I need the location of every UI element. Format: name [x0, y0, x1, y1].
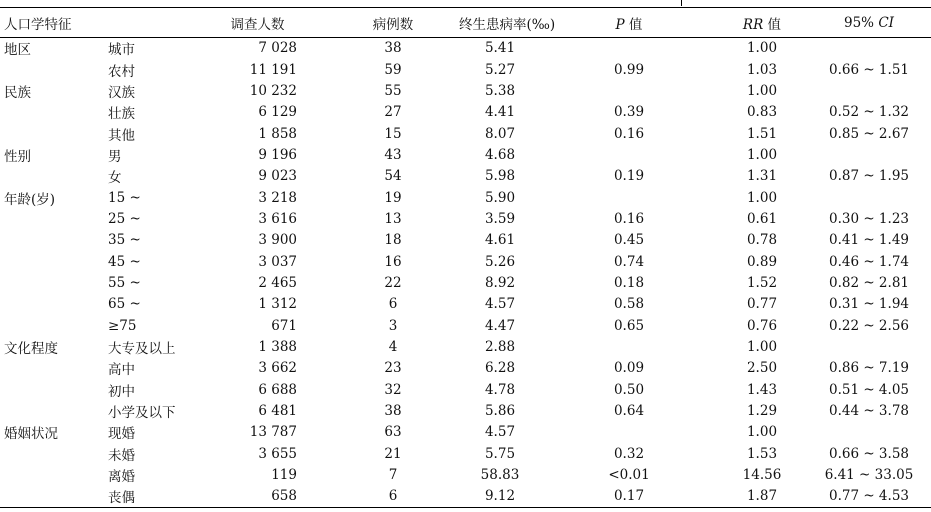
cell-group — [0, 400, 108, 421]
cell-cases: 32 — [384, 381, 402, 398]
cell-group — [0, 294, 108, 315]
cell-p — [541, 38, 717, 59]
cell-rate: 8.92 — [484, 274, 516, 291]
cell-n: 3 616 — [258, 210, 297, 227]
cell-p: 0.16 — [613, 210, 645, 227]
cell-rate: 5.26 — [484, 253, 516, 270]
table-row — [0, 336, 931, 357]
cell-ci: 0.66 ~ 3.58 — [828, 445, 909, 462]
cell-group — [0, 315, 108, 336]
cell-rr: 14.56 — [742, 467, 782, 484]
cell-rate: 6.28 — [484, 360, 516, 377]
cell-gap — [297, 208, 327, 229]
cell-p: 0.99 — [613, 61, 645, 78]
table-row — [0, 486, 931, 507]
cell-group — [0, 102, 108, 123]
cell-rate: 3.59 — [484, 210, 516, 227]
cell-group: 文化程度 — [4, 340, 58, 357]
cell-gap — [297, 187, 327, 208]
header-p-symbol: P — [615, 16, 625, 33]
cell-n: 658 — [218, 486, 297, 507]
cell-ci: 0.41 ~ 1.49 — [828, 232, 909, 249]
cell-subgroup: 25 ~ — [108, 210, 141, 227]
cell-cases: 18 — [384, 232, 402, 249]
cell-n: 9 196 — [258, 146, 297, 163]
cell-ci: 0.22 ~ 2.56 — [828, 317, 909, 334]
cell-n: 1 312 — [258, 296, 297, 313]
cell-rr: 1.51 — [746, 125, 778, 142]
cell-group — [0, 251, 108, 272]
cell-group: 地区 — [4, 42, 31, 59]
cell-rr: 1.03 — [746, 61, 778, 78]
cell-ci: 6.41 ~ 33.05 — [824, 467, 914, 484]
cell-n: 1 388 — [258, 338, 297, 355]
cell-ci — [807, 38, 931, 59]
cell-rr: 1.00 — [746, 189, 778, 206]
cell-rr: 1.00 — [746, 40, 778, 57]
cell-gap — [297, 80, 327, 101]
cell-n: 6 481 — [258, 403, 297, 420]
header-rr — [717, 8, 807, 38]
cell-n: 11 191 — [249, 61, 297, 78]
cell-n: 3 655 — [258, 445, 297, 462]
cell-p: 0.64 — [613, 403, 645, 420]
cell-p — [541, 144, 717, 165]
cell-ci: 0.82 ~ 2.81 — [828, 274, 909, 291]
table-body — [0, 38, 931, 508]
cell-ci: 0.51 ~ 4.05 — [828, 381, 909, 398]
table-row — [0, 251, 931, 272]
cell-p: 0.09 — [613, 360, 645, 377]
cell-cases: 38 — [384, 40, 402, 57]
table-row — [0, 464, 931, 485]
table-row — [0, 166, 931, 187]
cell-rate: 5.86 — [484, 403, 516, 420]
cell-n: 6 129 — [258, 104, 297, 121]
cell-cases: 63 — [384, 424, 402, 441]
cell-cases: 55 — [384, 82, 402, 99]
cell-gap — [297, 400, 327, 421]
table-row — [0, 123, 931, 144]
header-rr-symbol: RR — [742, 16, 764, 33]
table-row — [0, 443, 931, 464]
cell-gap — [297, 294, 327, 315]
cell-gap — [297, 102, 327, 123]
cell-n: 6 688 — [258, 381, 297, 398]
cell-subgroup: 女 — [108, 170, 122, 187]
cell-cases: 4 — [388, 338, 398, 355]
cell-rate: 5.38 — [484, 82, 516, 99]
table-row — [0, 102, 931, 123]
cell-p: 0.39 — [613, 104, 645, 121]
cell-ci: 0.46 ~ 1.74 — [828, 253, 909, 270]
cell-rr: 1.00 — [746, 424, 778, 441]
cell-rr: 0.78 — [746, 232, 778, 249]
cell-cases: 15 — [384, 125, 402, 142]
header-cases: 病例数 — [327, 8, 459, 38]
cell-rr: 1.43 — [746, 381, 778, 398]
cell-rate: 4.41 — [484, 104, 516, 121]
cell-p — [541, 80, 717, 101]
cell-rate: 5.27 — [484, 61, 516, 78]
cell-cases: 59 — [384, 61, 402, 78]
header-gap — [297, 8, 327, 38]
cell-n: 7 028 — [258, 40, 297, 57]
cell-rr: 0.77 — [746, 296, 778, 313]
cell-cases: 6 — [388, 296, 398, 313]
cell-p: 0.65 — [613, 317, 645, 334]
cell-rate: 5.41 — [484, 40, 516, 57]
cell-n: 2 465 — [258, 274, 297, 291]
cell-gap — [297, 123, 327, 144]
cell-rate: 9.12 — [459, 486, 541, 507]
cell-subgroup: 小学及以下 — [108, 405, 176, 422]
cell-rr: 2.50 — [746, 360, 778, 377]
cell-cases: 27 — [384, 104, 402, 121]
cell-group — [0, 230, 108, 251]
cell-rate: 2.88 — [484, 338, 516, 355]
cell-rate: 4.57 — [484, 296, 516, 313]
cell-group — [0, 166, 108, 187]
cell-rate: 5.75 — [484, 445, 516, 462]
cell-cases: 23 — [384, 360, 402, 377]
cell-subgroup: 高中 — [108, 362, 135, 379]
cell-group — [0, 272, 108, 293]
table-row — [0, 208, 931, 229]
cell-cases: 6 — [327, 486, 459, 507]
cell-subgroup: 农村 — [108, 63, 135, 80]
cell-subgroup: 现婚 — [108, 426, 135, 443]
cell-group — [0, 486, 108, 507]
cell-rate: 5.90 — [484, 189, 516, 206]
cell-gap — [297, 59, 327, 80]
cell-rate: 58.83 — [480, 467, 520, 484]
cell-group: 民族 — [4, 84, 31, 101]
cell-cases: 38 — [384, 403, 402, 420]
cell-ci — [807, 144, 931, 165]
cell-rr: 1.00 — [746, 82, 778, 99]
header-rate: 终生患病率(‰) — [459, 8, 541, 38]
cell-p: <0.01 — [608, 467, 650, 484]
cell-p: 0.16 — [613, 125, 645, 142]
cell-n: 10 232 — [249, 82, 297, 99]
cell-gap — [297, 166, 327, 187]
table-row — [0, 38, 931, 59]
cell-group: 婚姻状况 — [4, 426, 58, 443]
header-p-suffix: 值 — [624, 16, 643, 33]
cell-rr: 1.31 — [746, 168, 778, 185]
cell-ci: 0.85 ~ 2.67 — [828, 125, 909, 142]
cell-subgroup: 汉族 — [108, 84, 135, 101]
cell-n: 671 — [271, 317, 297, 334]
cell-gap — [297, 272, 327, 293]
table-row — [0, 144, 931, 165]
cell-ci — [807, 336, 931, 357]
cell-n: 119 — [271, 467, 297, 484]
cell-gap — [297, 251, 327, 272]
table-row — [0, 59, 931, 80]
cell-subgroup: 45 ~ — [108, 253, 141, 270]
cell-p: 0.19 — [613, 168, 645, 185]
cell-subgroup: 大专及以上 — [108, 340, 176, 357]
table-row — [0, 294, 931, 315]
cell-subgroup: 15 ~ — [108, 189, 141, 206]
table-row — [0, 379, 931, 400]
cell-gap — [297, 38, 327, 59]
header-ci — [807, 8, 931, 38]
cell-n: 3 037 — [258, 253, 297, 270]
cell-rate: 5.98 — [484, 168, 516, 185]
cell-rr: 0.83 — [746, 104, 778, 121]
cell-subgroup: 未婚 — [108, 447, 135, 464]
cell-rate: 4.47 — [484, 317, 516, 334]
cell-p: 0.17 — [541, 486, 717, 507]
cell-group: 性别 — [4, 148, 31, 165]
cell-rr: 0.61 — [746, 210, 778, 227]
cell-gap — [297, 358, 327, 379]
cell-group — [0, 123, 108, 144]
cell-subgroup: 离婚 — [108, 469, 135, 486]
cell-subgroup: 35 ~ — [108, 232, 141, 249]
cell-ci: 0.87 ~ 1.95 — [828, 168, 909, 185]
cell-rr: 1.52 — [746, 274, 778, 291]
cell-rate: 4.78 — [484, 381, 516, 398]
cell-rate: 8.07 — [484, 125, 516, 142]
table-row — [0, 422, 931, 443]
table-row — [0, 272, 931, 293]
table-row — [0, 400, 931, 421]
cell-subgroup: ≥75 — [108, 317, 137, 334]
cell-rr: 1.53 — [746, 445, 778, 462]
cell-p: 0.50 — [613, 381, 645, 398]
cell-rate: 4.57 — [484, 424, 516, 441]
cell-n: 3 900 — [258, 232, 297, 249]
cell-p: 0.58 — [613, 296, 645, 313]
header-ci-prefix: 95% — [844, 14, 879, 31]
cell-p: 0.18 — [613, 274, 645, 291]
cell-rate: 4.68 — [484, 146, 516, 163]
cell-gap — [297, 336, 327, 357]
cell-gap — [297, 422, 327, 443]
table-row — [0, 187, 931, 208]
cell-rr: 1.29 — [746, 403, 778, 420]
cell-cases: 7 — [388, 467, 398, 484]
table-header-row — [0, 8, 931, 38]
cell-rate: 4.61 — [484, 232, 516, 249]
cell-ci — [807, 187, 931, 208]
cell-ci: 0.31 ~ 1.94 — [828, 296, 909, 313]
cell-subgroup: 城市 — [108, 42, 135, 59]
cell-gap — [297, 315, 327, 336]
top-rule-tick — [681, 0, 682, 6]
cell-group: 年龄(岁) — [4, 191, 56, 208]
cell-cases: 43 — [384, 146, 402, 163]
cell-rr: 0.89 — [746, 253, 778, 270]
header-p — [541, 8, 717, 38]
cell-gap — [297, 486, 327, 507]
cell-group — [0, 208, 108, 229]
cell-subgroup: 丧偶 — [108, 486, 218, 507]
cell-p: 0.74 — [613, 253, 645, 270]
header-n: 调查人数 — [218, 8, 297, 38]
cell-cases: 21 — [384, 445, 402, 462]
cell-gap — [297, 144, 327, 165]
table-row — [0, 230, 931, 251]
cell-subgroup: 55 ~ — [108, 274, 141, 291]
cell-subgroup: 男 — [108, 148, 122, 165]
cell-cases: 54 — [384, 168, 402, 185]
cell-n: 3 218 — [258, 189, 297, 206]
prevalence-table — [0, 7, 931, 508]
cell-rr: 1.00 — [746, 338, 778, 355]
cell-p: 0.32 — [613, 445, 645, 462]
cell-n: 3 662 — [258, 360, 297, 377]
table-row — [0, 315, 931, 336]
cell-p: 0.45 — [613, 232, 645, 249]
cell-cases: 13 — [384, 210, 402, 227]
cell-ci — [807, 422, 931, 443]
cell-gap — [297, 379, 327, 400]
cell-subgroup: 65 ~ — [108, 296, 141, 313]
cell-group — [0, 358, 108, 379]
cell-ci — [807, 80, 931, 101]
cell-cases: 22 — [384, 274, 402, 291]
table-row — [0, 80, 931, 101]
cell-group — [0, 443, 108, 464]
cell-ci: 0.30 ~ 1.23 — [828, 210, 909, 227]
header-group: 人口学特征 — [0, 8, 218, 38]
cell-ci: 0.44 ~ 3.78 — [828, 403, 909, 420]
cell-ci: 0.66 ~ 1.51 — [828, 61, 909, 78]
cell-gap — [297, 230, 327, 251]
cell-p — [541, 187, 717, 208]
cell-cases: 3 — [388, 317, 398, 334]
cell-gap — [297, 443, 327, 464]
cell-group — [0, 464, 108, 485]
cell-rr: 0.76 — [746, 317, 778, 334]
cell-cases: 19 — [384, 189, 402, 206]
cell-subgroup: 壮族 — [108, 106, 135, 123]
cell-n: 9 023 — [258, 168, 297, 185]
cell-subgroup: 其他 — [108, 127, 135, 144]
cell-p — [541, 336, 717, 357]
cell-subgroup: 初中 — [108, 383, 135, 400]
cell-ci: 0.86 ~ 7.19 — [828, 360, 909, 377]
cell-rr: 1.00 — [746, 146, 778, 163]
cell-group — [0, 379, 108, 400]
table-row — [0, 358, 931, 379]
header-rr-suffix: 值 — [763, 16, 782, 33]
cell-n: 13 787 — [249, 424, 297, 441]
cell-rr: 1.87 — [717, 486, 807, 507]
cell-cases: 16 — [384, 253, 402, 270]
header-ci-symbol: CI — [878, 14, 894, 31]
cell-ci: 0.77 ~ 4.53 — [807, 486, 931, 507]
cell-ci: 0.52 ~ 1.32 — [828, 104, 909, 121]
cell-p — [541, 422, 717, 443]
cell-group — [0, 59, 108, 80]
cell-n: 1 858 — [258, 125, 297, 142]
cell-gap — [297, 464, 327, 485]
